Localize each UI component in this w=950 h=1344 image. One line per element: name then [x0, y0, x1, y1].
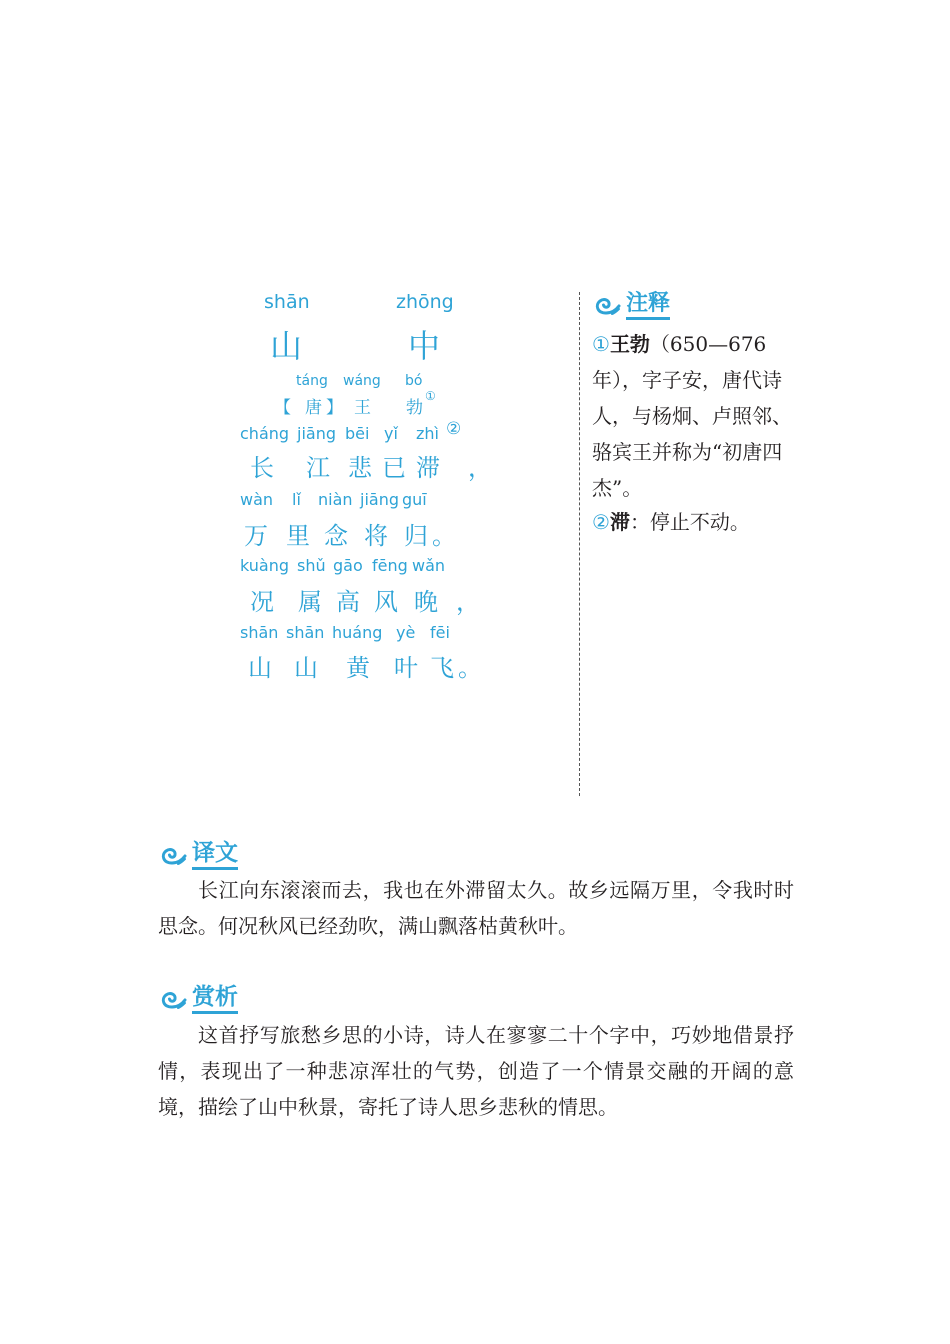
- poem-char: 风: [374, 588, 398, 616]
- line-pinyin: wǎn: [412, 556, 446, 575]
- poem-char: 滞: [416, 454, 440, 482]
- line-pinyin: lǐ: [292, 490, 301, 509]
- swirl-icon: [592, 295, 622, 317]
- note-term: 王勃: [609, 332, 650, 356]
- author-bracket: 】: [326, 398, 343, 418]
- poem-char: 万: [244, 522, 268, 550]
- line-pinyin: fēng: [372, 556, 408, 575]
- translation-heading: [158, 841, 238, 870]
- author-note-mark: ①: [425, 389, 436, 403]
- poem-char: 黄: [346, 654, 370, 682]
- line-pinyin: shān: [286, 623, 325, 642]
- poem-char: 将: [364, 522, 388, 550]
- line-pinyin: bēi: [345, 424, 370, 443]
- author-name-char: 王: [354, 398, 371, 418]
- author-pinyin: bó: [405, 373, 423, 389]
- line-pinyin: cháng: [240, 424, 290, 443]
- line-pinyin: jiāng: [360, 490, 399, 509]
- line-pinyin: niàn: [318, 490, 353, 509]
- poem-title-char: 中: [408, 327, 441, 365]
- note-text: ：停止不动。: [629, 510, 750, 534]
- author-bracket: 【: [274, 398, 291, 418]
- author-pinyin: táng: [296, 373, 328, 389]
- translation-text: 长江向东滚滚而去，我也在外滞留太久。故乡远隔万里，令我时时思念。何况秋风已经劲吹，满山飘落枯黄秋叶。: [158, 878, 794, 938]
- line-pinyin: yǐ: [384, 424, 398, 443]
- line-pinyin: gāo: [333, 556, 363, 575]
- notes-heading-text: 注释: [626, 292, 670, 320]
- translation-heading-text: 译文: [192, 841, 238, 870]
- note-mark: ①: [592, 332, 610, 356]
- author-name-char: 勃: [406, 398, 423, 418]
- poem-char: 属: [298, 588, 322, 616]
- poem-title-char: 山: [270, 327, 303, 365]
- poem-char: 叶: [394, 654, 418, 682]
- poem-char: 晚: [414, 588, 438, 616]
- poem-char: 山: [294, 654, 318, 682]
- poem-char: 悲: [348, 454, 372, 482]
- note-term: 滞: [609, 510, 630, 534]
- poem-char: 江: [306, 454, 330, 482]
- poem-punct: ，: [456, 588, 480, 616]
- line-pinyin: jiāng: [297, 424, 336, 443]
- note-item: [592, 326, 797, 506]
- swirl-icon: [158, 845, 188, 867]
- appreciation-heading: [158, 985, 238, 1014]
- swirl-icon: [158, 989, 188, 1011]
- appreciation-heading-text: 赏析: [192, 985, 238, 1014]
- poem-char: 里: [286, 522, 310, 550]
- line-pinyin: guī: [402, 490, 427, 509]
- line-pinyin: kuàng: [240, 556, 290, 575]
- poem-char: 念: [324, 522, 348, 550]
- poem-char: 况: [250, 588, 274, 616]
- appreciation-text: 这首抒写旅愁乡思的小诗，诗人在寥寥二十个字中，巧妙地借景抒情，表现出了一种悲凉浑壮的气势，创造了一个情景交融的开阔的意境，描绘了山中秋景，寄托了诗人思乡悲秋的情思。: [158, 1023, 794, 1119]
- poem-char: 归: [404, 522, 428, 550]
- poem-punct: ，: [468, 454, 492, 482]
- poem-punct: 。: [432, 522, 456, 550]
- line-pinyin: shǔ: [297, 556, 326, 575]
- author-dynasty: 唐: [305, 398, 322, 418]
- note-text: （650—676年），字子安，唐代诗人，与杨炯、卢照邻、骆宾王并称为“初唐四杰”。: [592, 332, 792, 500]
- line-pinyin: zhì: [416, 424, 439, 443]
- poem-char: 长: [250, 454, 274, 482]
- poem-punct: 。: [458, 654, 482, 682]
- note-mark: ②: [592, 510, 610, 534]
- note-item: [592, 504, 797, 540]
- poem-char: 山: [248, 654, 272, 682]
- line-pinyin: shān: [240, 623, 279, 642]
- notes-heading: [592, 292, 670, 320]
- author-pinyin: wáng: [343, 373, 381, 389]
- line-pinyin: yè: [396, 623, 416, 642]
- title-pinyin: zhōng: [396, 291, 454, 313]
- poem-char: 飞: [430, 654, 454, 682]
- poem-char: 已: [382, 454, 406, 482]
- line-note-mark: ②: [446, 419, 462, 439]
- line-pinyin: huáng: [332, 623, 383, 642]
- title-pinyin: shān: [264, 291, 310, 313]
- line-pinyin: wàn: [240, 490, 274, 509]
- poem-char: 高: [336, 588, 360, 616]
- line-pinyin: fēi: [430, 623, 450, 642]
- column-divider: [579, 292, 580, 796]
